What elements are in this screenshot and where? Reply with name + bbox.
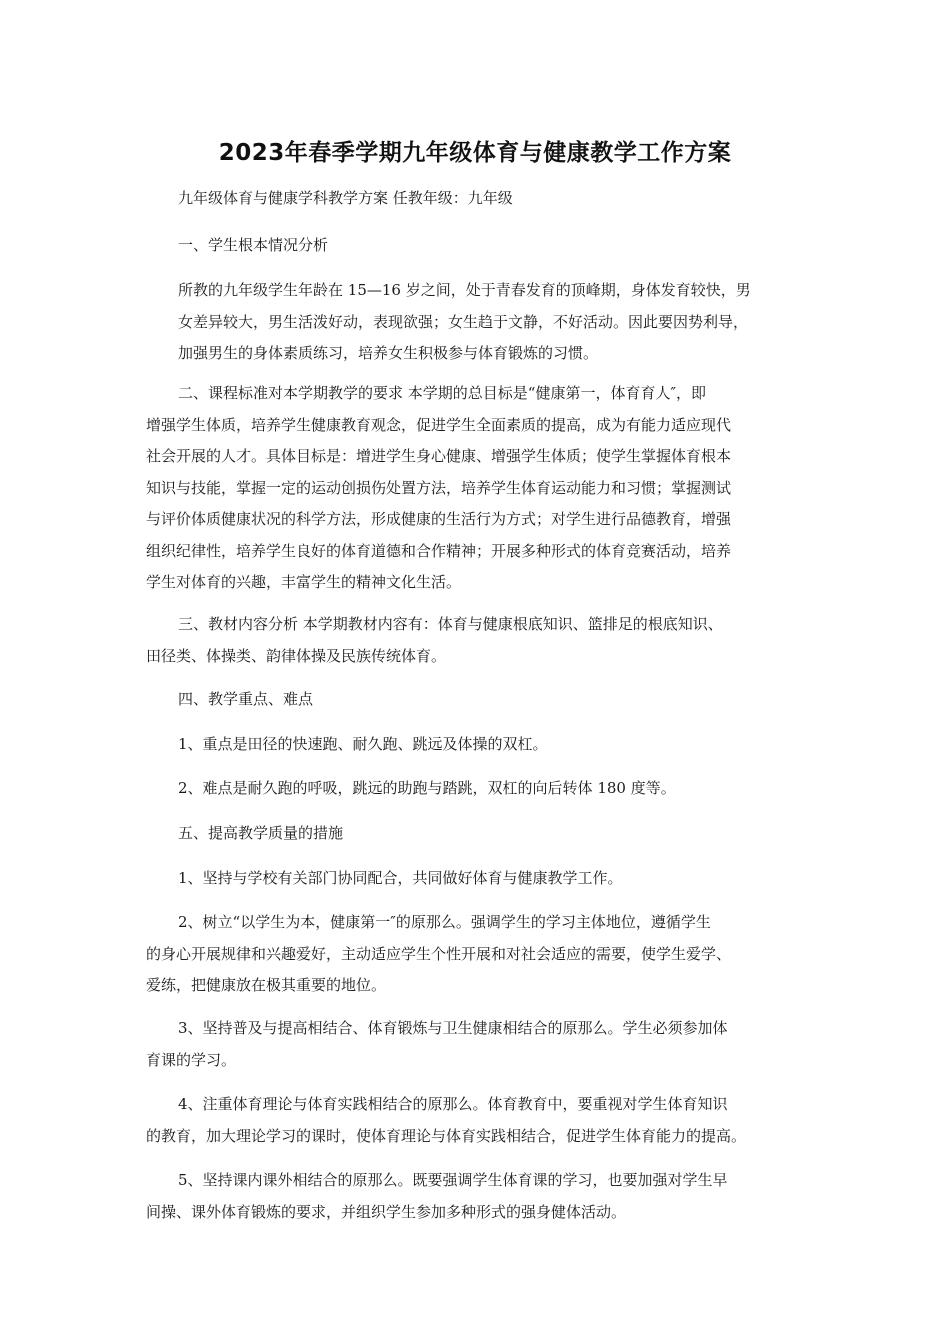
section-4-item-2: 2、难点是耐久跑的呼吸，跳远的助跑与踏跳，双杠的向后转体 180 度等。 <box>178 779 676 797</box>
paragraph-line: 爱练，把健康放在极其重要的地位。 <box>146 976 387 994</box>
subtitle: 九年级体育与健康学科教学方案 任教年级：九年级 <box>178 189 513 207</box>
section-5-item-3 <box>146 1013 816 1076</box>
section-5-item-4 <box>146 1089 816 1152</box>
section-5-item-1: 1、坚持与学校有关部门协同配合，共同做好体育与健康教学工作。 <box>178 869 623 887</box>
paragraph-line: 与评价体质健康状况的科学方法，形成健康的生活行为方式；对学生进行品德教育，增强 <box>146 510 732 528</box>
paragraph-line: 4、注重体育理论与体育实践相结合的原那么。体育教育中，要重视对学生体育知识 <box>178 1095 728 1113</box>
document-title: 2023年春季学期九年级体育与健康教学工作方案 <box>218 140 732 166</box>
section-5-item-5 <box>146 1165 816 1228</box>
section-4-heading: 四、教学重点、难点 <box>178 690 314 708</box>
section-1-paragraph <box>146 275 818 370</box>
paragraph-line: 加强男生的身体素质练习，培养女生积极参与体育锻炼的习惯。 <box>178 344 599 362</box>
paragraph-line: 田径类、体操类、韵律体操及民族传统体育。 <box>146 646 447 665</box>
paragraph-line: 学生对体育的兴趣，丰富学生的精神文化生活。 <box>146 573 462 591</box>
section-5-heading: 五、提高教学质量的措施 <box>178 824 344 842</box>
paragraph-line: 3、坚持普及与提高相结合、体育锻炼与卫生健康相结合的原那么。学生必须参加体 <box>178 1019 728 1037</box>
section-1-heading: 一、学生根本情况分析 <box>178 236 329 254</box>
paragraph-line: 三、教材内容分析 本学期教材内容有：体育与健康根底知识、篮排足的根底知识、 <box>178 615 723 633</box>
paragraph-line: 社会开展的人才。具体目标是：增进学生身心健康、增强学生体质；使学生掌握体育根本 <box>146 447 732 465</box>
section-3-paragraph <box>146 609 816 672</box>
section-5-item-2 <box>146 907 816 1002</box>
paragraph-line: 间操、课外体育锻炼的要求，并组织学生参加多种形式的强身健体活动。 <box>146 1202 627 1221</box>
paragraph-line: 二、课程标准对本学期教学的要求 本学期的总目标是“健康第一，体育育人″，即 <box>178 384 707 402</box>
paragraph-line: 女差异较大，男生活泼好动，表现欲强；女生趋于文静，不好活动。因此要因势利导， <box>178 312 749 331</box>
paragraph-line: 组织纪律性，培养学生良好的体育道德和合作精神；开展多种形式的体育竞赛活动，培养 <box>146 541 732 560</box>
paragraph-line: 的身心开展规律和兴趣爱好，主动适应学生个性开展和对社会适应的需要，使学生爱学、 <box>146 944 732 963</box>
paragraph-line: 2、树立“以学生为本，健康第一″的原那么。强调学生的学习主体地位，遵循学生 <box>178 913 711 931</box>
paragraph-line: 育课的学习。 <box>146 1050 237 1069</box>
paragraph-line: 所教的九年级学生年龄在 15—16 岁之间，处于青春发育的顶峰期，身体发育较快，男 <box>178 281 751 299</box>
paragraph-line: 知识与技能，掌握一定的运动创损伤处置方法，培养学生体育运动能力和习惯；掌握测试 <box>146 478 732 497</box>
paragraph-line: 增强学生体质，培养学生健康教育观念，促进学生全面素质的提高，成为有能力适应现代 <box>146 415 732 434</box>
section-2-paragraph <box>146 378 816 599</box>
section-4-item-1: 1、重点是田径的快速跑、耐久跑、跳远及体操的双杠。 <box>178 735 548 753</box>
paragraph-line: 5、坚持课内课外相结合的原那么。既要强调学生体育课的学习，也要加强对学生早 <box>178 1171 728 1189</box>
paragraph-line: 的教育，加大理论学习的课时，使体育理论与体育实践相结合，促进学生体育能力的提高。 <box>146 1126 747 1145</box>
